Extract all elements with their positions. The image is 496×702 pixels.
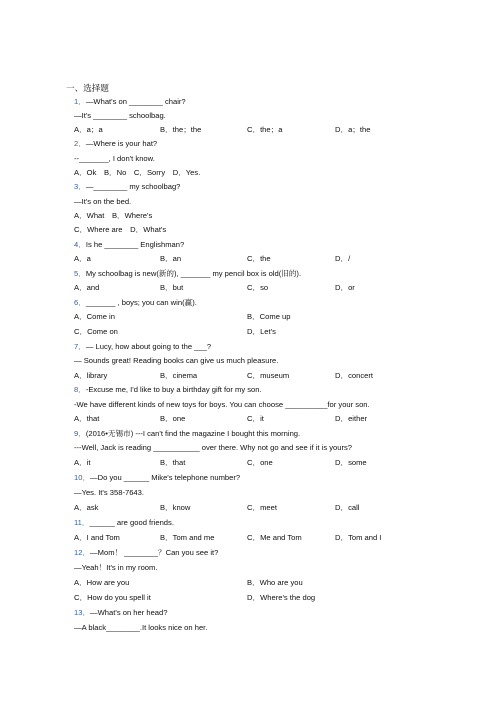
question-3-line2: —It's on the bed. <box>74 197 132 206</box>
question-9 <box>74 428 476 440</box>
option-c[interactable]: C．meet <box>247 503 277 512</box>
option-d[interactable]: D．concert <box>335 371 373 380</box>
question-3-options-row1[interactable]: A．What B．Where's <box>74 211 153 220</box>
question-number: 10． <box>74 473 91 482</box>
question-11 <box>74 517 476 529</box>
option-d[interactable]: D．/ <box>335 254 351 263</box>
section-title: 一、选择题 <box>66 83 109 93</box>
option-c[interactable]: C．How do you spell it <box>74 593 151 602</box>
option-b[interactable]: B．an <box>160 254 182 263</box>
question-8 <box>74 384 476 396</box>
option-d[interactable]: D．or <box>335 283 355 292</box>
option-a[interactable]: A．ask <box>74 503 99 512</box>
question-1 <box>74 96 476 108</box>
option-b[interactable]: B．know <box>160 503 191 512</box>
question-2 <box>74 138 476 150</box>
question-number: 5． <box>74 269 86 278</box>
question-10 <box>74 472 476 484</box>
option-a[interactable]: A．How are you <box>74 578 130 587</box>
option-b[interactable]: B．but <box>160 283 184 292</box>
option-b[interactable]: B．the；the <box>160 125 202 134</box>
question-stem: Is he ________ Englishman? <box>85 240 185 249</box>
question-number: 6． <box>74 298 86 307</box>
option-b[interactable]: B．Who are you <box>247 578 303 587</box>
question-13-line2: —A black________.It looks nice on her. <box>74 623 208 632</box>
option-b[interactable]: B．Come up <box>247 312 291 321</box>
question-stem: —What's on her head? <box>90 608 168 617</box>
option-d[interactable]: D．a；the <box>335 125 371 134</box>
option-a[interactable]: A．that <box>74 414 100 423</box>
question-3 <box>74 181 476 193</box>
option-a[interactable]: A．a；a <box>74 125 103 134</box>
option-d[interactable]: D．some <box>335 458 367 467</box>
question-stem: — Lucy, how about going to the ___? <box>85 342 212 351</box>
question-number: 1． <box>74 97 86 106</box>
option-a[interactable]: A．a <box>74 254 91 263</box>
question-8-line2: -We have different kinds of new toys for boys. You can choose __________for your son. <box>74 400 370 409</box>
question-number: 7． <box>74 342 86 351</box>
question-number: 12． <box>74 548 91 557</box>
question-13 <box>74 607 476 619</box>
question-number: 11． <box>74 518 90 527</box>
option-d[interactable]: D．call <box>335 503 360 512</box>
option-c[interactable]: C．so <box>247 283 269 292</box>
option-b[interactable]: B．one <box>160 414 186 423</box>
question-2-line2: --_______, I don't know. <box>74 154 155 163</box>
option-d[interactable]: D．Let's <box>247 327 276 336</box>
option-c[interactable]: C．Come on <box>74 327 118 336</box>
question-10-line2: —Yes. It's 358-7643. <box>74 488 144 497</box>
question-number: 4． <box>74 240 86 249</box>
question-stem: —Where is your hat? <box>85 139 158 148</box>
question-stem: _______ , boys; you can win(赢). <box>85 298 197 307</box>
option-c[interactable]: C．one <box>247 458 273 467</box>
question-9-line2: ---Well, Jack is reading ___________ over there. Why not go and see if it is yours? <box>74 443 353 452</box>
option-d[interactable]: D．Tom and I <box>335 533 382 542</box>
question-stem: (2016•无锡市) ---I can't find the magazine I bought this morning. <box>85 429 301 438</box>
question-stem: ______ are good friends. <box>89 518 174 527</box>
question-6 <box>74 297 476 309</box>
option-c[interactable]: C．Me and Tom <box>247 533 302 542</box>
question-1-line2: —It's ________ schoolbag. <box>74 111 166 120</box>
question-3-options-row2[interactable]: C．Where are D．What's <box>74 225 167 234</box>
option-b[interactable]: B．Tom and me <box>160 533 215 542</box>
option-c[interactable]: C．the；a <box>247 125 283 134</box>
question-stem: -Excuse me, I'd like to buy a birthday gift for my son. <box>85 385 262 394</box>
option-b[interactable]: B．that <box>160 458 186 467</box>
question-stem: —Do you ______ Mike's telephone number? <box>90 473 241 482</box>
option-a[interactable]: A．library <box>74 371 108 380</box>
option-c[interactable]: C．museum <box>247 371 290 380</box>
option-d[interactable]: D．Where's the dog <box>247 593 316 602</box>
question-12 <box>74 547 476 559</box>
question-number: 8． <box>74 385 86 394</box>
question-stem: My schoolbag is new(新的), _______ my pencil box is old(旧的). <box>85 269 302 278</box>
option-c[interactable]: C．the <box>247 254 271 263</box>
option-c[interactable]: C．it <box>247 414 264 423</box>
question-number: 9． <box>74 429 86 438</box>
question-2-options[interactable]: A．Ok B．No C．Sorry D．Yes. <box>74 168 201 177</box>
question-number: 2． <box>74 139 86 148</box>
question-number: 3． <box>74 182 86 191</box>
question-stem: —Mom！ ________？Can you see it? <box>90 548 219 557</box>
question-stem: —________ my schoolbag? <box>85 182 181 191</box>
option-a[interactable]: A．it <box>74 458 91 467</box>
option-a[interactable]: A．Come in <box>74 312 115 321</box>
option-d[interactable]: D．either <box>335 414 368 423</box>
question-7 <box>74 341 476 353</box>
question-5 <box>74 268 476 280</box>
option-b[interactable]: B．cinema <box>160 371 198 380</box>
question-stem: —What's on ________ chair? <box>85 97 186 106</box>
question-12-line2: —Yeah！It's in my room. <box>74 563 158 572</box>
question-7-line2: — Sounds great! Reading books can give us much pleasure. <box>74 356 279 365</box>
question-number: 13． <box>74 608 91 617</box>
option-a[interactable]: A．and <box>74 283 100 292</box>
question-4 <box>74 239 476 251</box>
option-a[interactable]: A．I and Tom <box>74 533 120 542</box>
